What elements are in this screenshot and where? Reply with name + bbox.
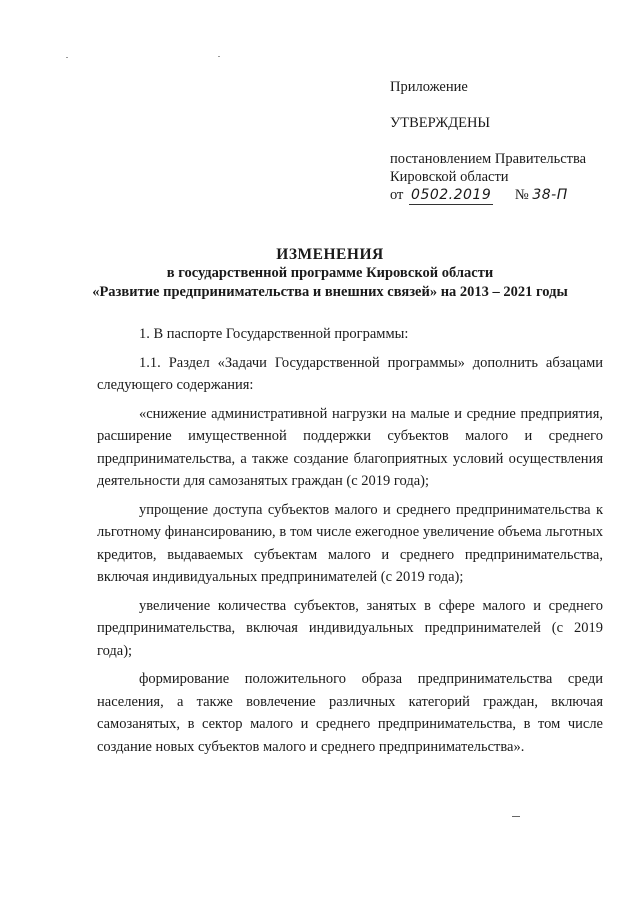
paragraph: увеличение количества субъектов, занятых в сфере малого и среднего предпринимательства, включая индивидуальных предпринимателей (с 2019 года); xyxy=(97,597,603,659)
paragraph: 1. В паспорте Государственной программы: xyxy=(139,326,409,342)
title-line-2: в государственной программе Кировской области xyxy=(166,265,494,281)
appendix-label: Приложение xyxy=(390,79,468,95)
scan-speck xyxy=(218,56,220,57)
handwritten-number: 38-П xyxy=(532,187,568,203)
paragraph: упрощение доступа субъектов малого и среднего предпринимательства к льготному финансированию, в том числе ежегодное увеличение объема льготных кредитов, выдаваемых субъектам малого и среднего предпринимательства, включая индивидуальных предпринимателей (с 2019 года); xyxy=(97,501,603,585)
title-line-3: «Развитие предпринимательства и внешних связей» на 2013 – 2021 годы xyxy=(92,284,568,300)
decree-line-2: Кировской области xyxy=(390,169,509,185)
from-label: от xyxy=(390,187,404,203)
scan-speck xyxy=(66,57,68,58)
paragraph: «снижение административной нагрузки на малые и средние предприятия, расширение имущественной поддержки субъектов малого и среднего предпринимательства, а также создание благоприятных условий осуществления деятельности для самозанятых граждан (с 2019 года); xyxy=(97,405,603,489)
approval-block xyxy=(390,78,620,205)
decree-date-line xyxy=(390,186,620,205)
decree-line-1: постановлением Правительства xyxy=(390,151,587,167)
number-label: № xyxy=(514,187,529,203)
scan-mark xyxy=(512,816,520,817)
paragraph: 1.1. Раздел «Задачи Государственной программы» дополнить абзацами следующего содержания: xyxy=(97,354,603,393)
document-title xyxy=(40,245,620,302)
document-body xyxy=(97,323,603,764)
title-main: ИЗМЕНЕНИЯ xyxy=(276,246,384,263)
handwritten-date: 0502.2019 xyxy=(411,187,492,203)
approved-label: УТВЕРЖДЕНЫ xyxy=(390,115,491,131)
paragraph: формирование положительного образа предпринимательства среди населения, а также вовлечение различных категорий граждан, включая самозанятых, в сектор малого и среднего предпринимательства, в том числе создание новых субъектов малого и среднего предпринимательства». xyxy=(97,671,603,755)
